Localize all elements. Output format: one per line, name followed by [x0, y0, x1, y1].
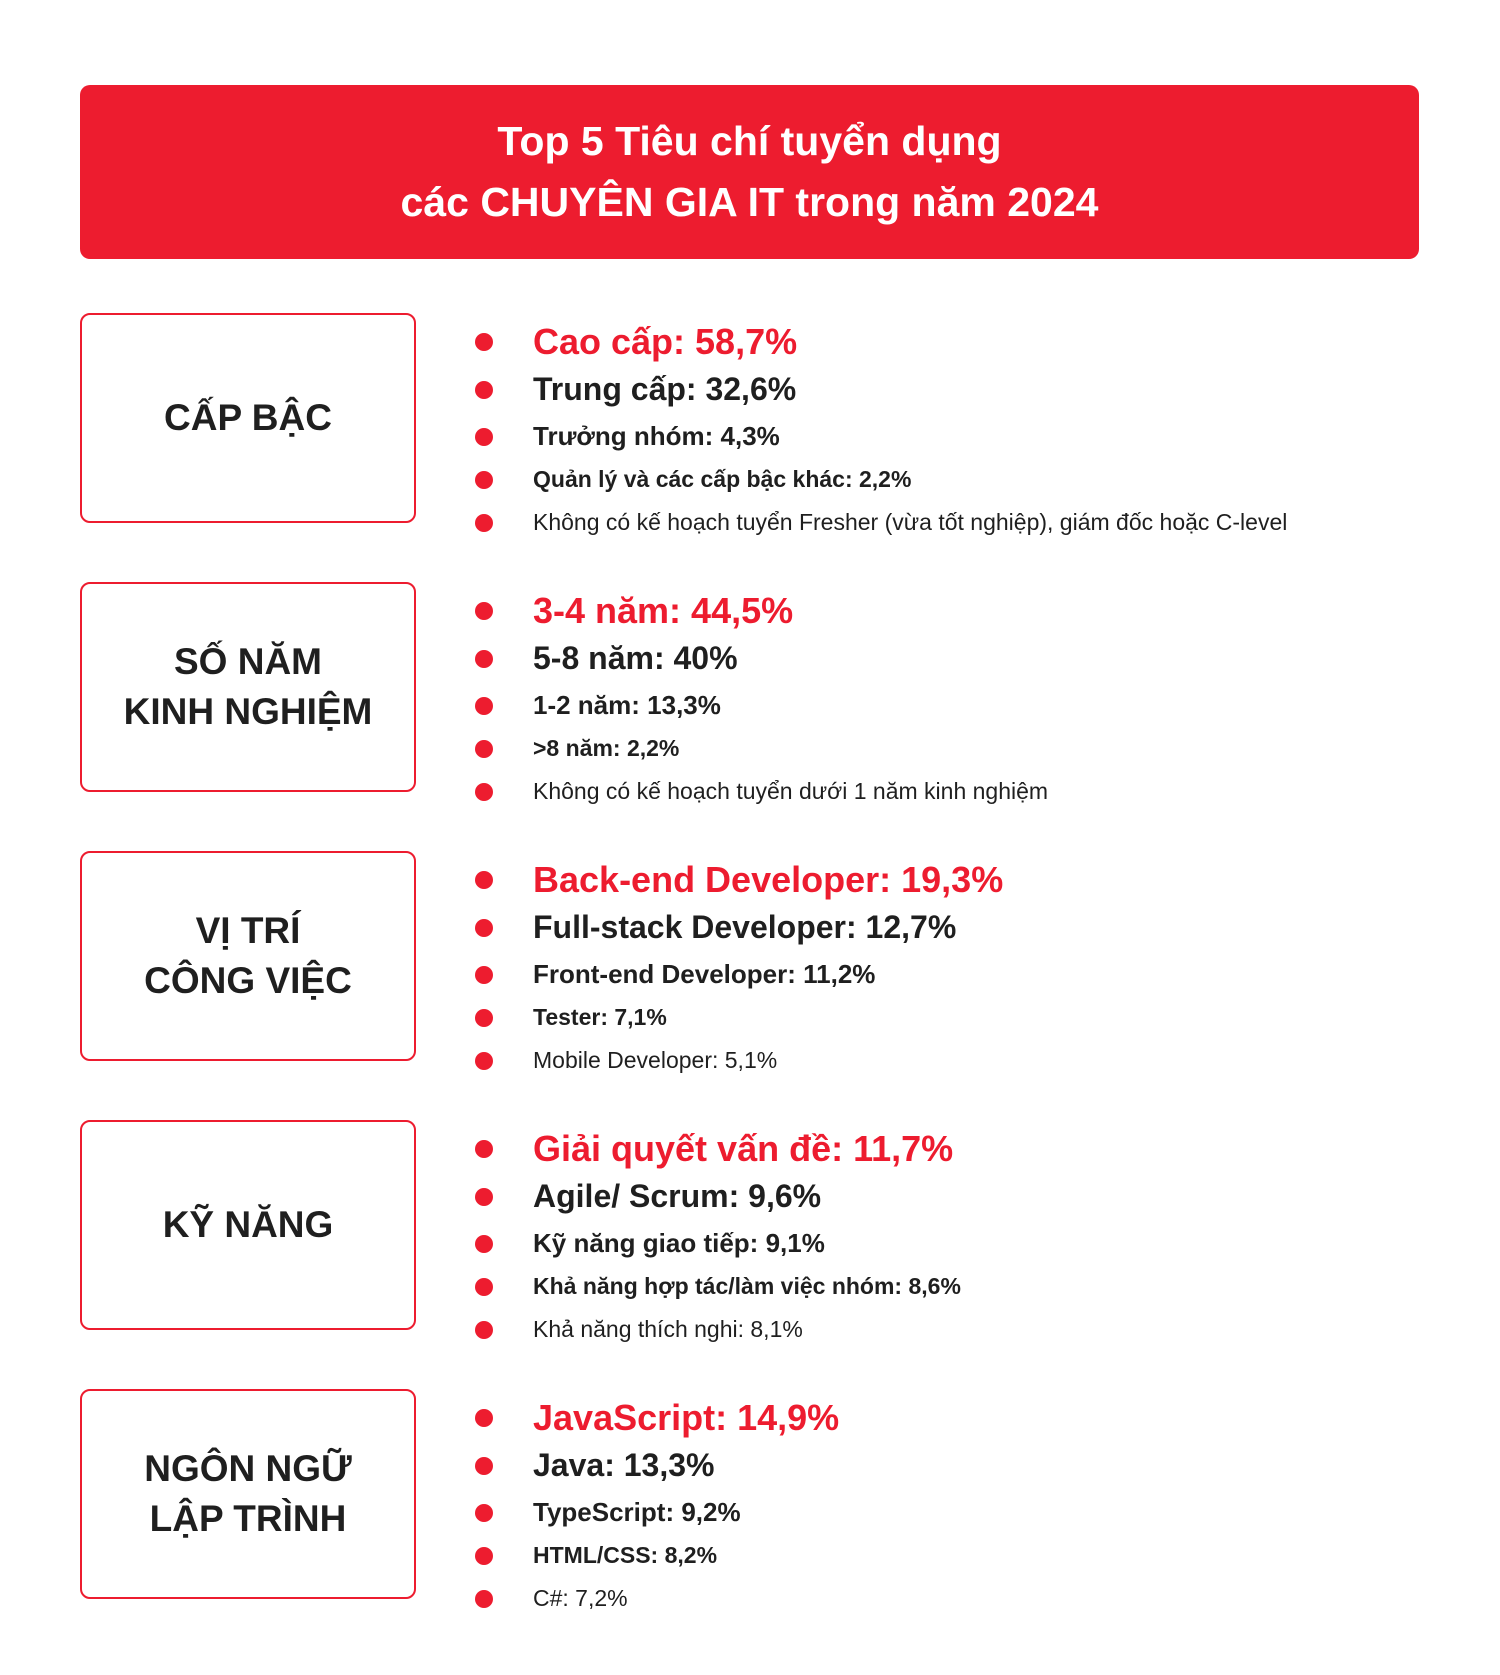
bullet-dot [475, 650, 493, 668]
item-text: Java: 13,3% [533, 1447, 715, 1483]
list-item [475, 959, 875, 990]
item-text: Kỹ năng giao tiếp: 9,1% [533, 1228, 825, 1258]
item-text: 5-8 năm: 40% [533, 640, 738, 676]
list-item [475, 1316, 803, 1343]
section-label-box [80, 582, 416, 792]
title-line-2: các CHUYÊN GIA IT trong năm 2024 [400, 179, 1099, 225]
item-text: HTML/CSS: 8,2% [533, 1542, 718, 1568]
list-item [475, 466, 911, 493]
section-label: KỸ NĂNG [162, 1204, 334, 1245]
list-item [475, 1273, 961, 1300]
bullet-dot [475, 1235, 493, 1253]
list-item [475, 690, 721, 721]
section-label-line-2: CÔNG VIỆC [144, 960, 352, 1001]
bullet-dot [475, 1457, 493, 1475]
item-text: >8 năm: 2,2% [533, 735, 680, 761]
item-text: C#: 7,2% [533, 1585, 628, 1611]
item-text: Agile/ Scrum: 9,6% [533, 1178, 822, 1214]
bullet-dot [475, 1009, 493, 1027]
bullet-dot [475, 783, 493, 801]
item-text: TypeScript: 9,2% [533, 1497, 741, 1527]
item-text: 1-2 năm: 13,3% [533, 690, 721, 720]
section-label-line-2: KINH NGHIỆM [123, 691, 373, 732]
list-item [475, 778, 1048, 805]
bullet-dot [475, 1140, 493, 1158]
bullet-dot [475, 602, 493, 620]
list-item [475, 1178, 821, 1215]
item-text: Full-stack Developer: 12,7% [533, 909, 957, 945]
item-text: Không có kế hoạch tuyển Fresher (vừa tốt nghiệp), giám đốc hoặc C-level [533, 509, 1288, 535]
section-ky-nang [80, 1120, 1480, 1342]
section-vi-tri-cong-viec [80, 851, 1480, 1073]
bullet-dot [475, 919, 493, 937]
item-text: JavaScript: 14,9% [533, 1397, 840, 1438]
list-item [475, 1047, 777, 1074]
item-text: Không có kế hoạch tuyển dưới 1 năm kinh nghiệm [533, 778, 1049, 804]
bullet-dot [475, 333, 493, 351]
list-item [475, 1497, 741, 1528]
list-item [475, 859, 1003, 901]
bullet-dot [475, 871, 493, 889]
list-item [475, 1397, 839, 1439]
bullet-dot [475, 1052, 493, 1070]
section-label: CẤP BẬC [164, 397, 332, 438]
list-item [475, 421, 780, 452]
bullet-dot [475, 1409, 493, 1427]
section-ngon-ngu-lap-trinh [80, 1389, 1480, 1611]
list-item [475, 1585, 628, 1612]
bullet-dot [475, 471, 493, 489]
bullet-dot [475, 740, 493, 758]
list-item [475, 1004, 667, 1031]
item-text: Quản lý và các cấp bậc khác: 2,2% [533, 466, 912, 492]
list-item [475, 590, 793, 632]
list-item [475, 1228, 825, 1259]
list-item [475, 371, 796, 408]
item-text: Mobile Developer: 5,1% [533, 1047, 778, 1073]
bullet-dot [475, 1188, 493, 1206]
item-text: Front-end Developer: 11,2% [533, 959, 876, 989]
item-text: Khả năng hợp tác/làm việc nhóm: 8,6% [533, 1273, 961, 1299]
section-label-line-2: LẬP TRÌNH [149, 1498, 347, 1539]
bullet-dot [475, 514, 493, 532]
section-label-line-1: NGÔN NGỮ [144, 1448, 352, 1489]
title-line-1: Top 5 Tiêu chí tuyển dụng [497, 118, 1002, 164]
section-label-line-1: VỊ TRÍ [195, 910, 301, 951]
bullet-dot [475, 1547, 493, 1565]
title-banner [80, 85, 1419, 259]
list-item [475, 1542, 717, 1569]
list-item [475, 321, 797, 363]
list-item [475, 1128, 953, 1170]
section-cap-bac [80, 313, 1480, 535]
item-text: Trưởng nhóm: 4,3% [533, 421, 780, 451]
bullet-dot [475, 1590, 493, 1608]
section-label-line-1: SỐ NĂM [174, 641, 322, 682]
list-item [475, 509, 1287, 536]
bullet-dot [475, 381, 493, 399]
bullet-dot [475, 697, 493, 715]
section-so-nam-kinh-nghiem [80, 582, 1480, 804]
item-text: Tester: 7,1% [533, 1004, 667, 1030]
bullet-dot [475, 1321, 493, 1339]
section-label-box [80, 851, 416, 1061]
bullet-dot [475, 428, 493, 446]
item-text: 3-4 năm: 44,5% [533, 590, 794, 631]
list-item [475, 1447, 714, 1484]
item-text: Giải quyết vấn đề: 11,7% [533, 1128, 954, 1169]
list-item [475, 909, 956, 946]
section-label-box [80, 1120, 416, 1330]
section-label-box [80, 313, 416, 523]
bullet-dot [475, 1278, 493, 1296]
item-text: Back-end Developer: 19,3% [533, 859, 1004, 900]
bullet-dot [475, 1504, 493, 1522]
list-item [475, 735, 679, 762]
item-text: Khả năng thích nghi: 8,1% [533, 1316, 803, 1342]
list-item [475, 640, 738, 677]
item-text: Cao cấp: 58,7% [533, 321, 798, 362]
section-label-box [80, 1389, 416, 1599]
item-text: Trung cấp: 32,6% [533, 371, 797, 407]
bullet-dot [475, 966, 493, 984]
